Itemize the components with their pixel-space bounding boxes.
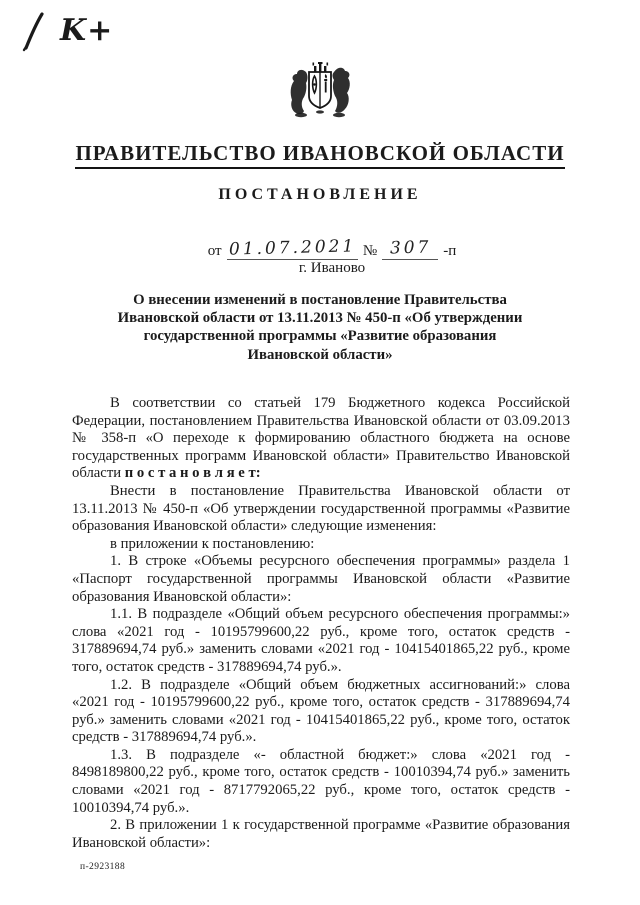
body-paragraph: 1.1. В подразделе «Общий объем ресурсного обеспечения программы:» слова «2021 год - 10195799600,22 руб., кроме того, остаток средств - 317889694,74 руб.» заменить словами «2021 год - 10415401865,22 руб., кроме того, остаток средств - 317889694,74 руб.». <box>72 606 570 675</box>
handwritten-number: 307 <box>389 237 432 259</box>
title-line: О внесении изменений в постановление Правительства <box>133 292 507 308</box>
org-name-text: ПРАВИТЕЛЬСТВО ИВАНОВСКОЙ ОБЛАСТИ <box>75 141 564 169</box>
intro-paragraph <box>72 395 570 483</box>
title-line: Ивановской области от 13.11.2013 № 450-п «Об утверждении <box>117 310 523 327</box>
coat-of-arms-icon <box>288 62 352 122</box>
number-blank-underline <box>382 238 438 260</box>
handwritten-date: 01.07.2021 <box>228 236 357 260</box>
org-name-heading <box>0 141 640 166</box>
date-number-line <box>12 238 640 260</box>
resolves-keyword: п о с т а н о в л я е т: <box>124 465 261 482</box>
document-body <box>72 395 570 852</box>
handwritten-slash-tail <box>24 44 28 50</box>
body-paragraph: 1.2. В подразделе «Общий объем бюджетных ассигнований:» слова «2021 год - 10195799600,22 руб., кроме того, остаток средств - 317889694,74 руб.» заменить словами «2021 год - 10415401865,22 руб., кроме того, остаток средств - 317889694,74 руб.». <box>72 676 570 746</box>
date-prefix-label: от <box>207 243 222 259</box>
emblem-eagle-supporter <box>333 68 350 113</box>
date-blank-underline <box>227 238 358 260</box>
body-paragraph: 2. В приложении 1 к государственной программе «Развитие образования Ивановской области»: <box>72 817 570 851</box>
footer-code: п-2923188 <box>80 862 126 872</box>
doc-type-heading: ПОСТАНОВЛЕНИЕ <box>218 186 422 203</box>
title-line: Ивановской области» <box>247 346 393 363</box>
body-paragraph: 1. В строке «Объемы ресурсного обеспечения программы» раздела 1 «Паспорт государственной программы Ивановской области «Развитие образования Ивановской области»: <box>72 553 570 605</box>
title-line: государственной программы «Развитие образования <box>143 328 497 345</box>
emblem-shield <box>309 72 331 108</box>
intro-lead-text: В соответствии со статьей 179 Бюджетного кодекса Российской Федерации, постановлением Правительства Ивановской области от 03.09.2013 № 358-п «О переходе к формированию областного бюджета на основе государственных программ Ивановской области» Правительство Ивановской области <box>72 395 570 482</box>
number-sign-label: № <box>362 243 378 259</box>
handwritten-marks <box>12 4 132 56</box>
city-line: г. Иваново <box>298 260 366 276</box>
body-paragraph: Внести в постановление Правительства Ивановской области от 13.11.2013 № 450-п «Об утверждении государственной программы «Развитие образования Ивановской области» следующие изменения: <box>72 482 570 535</box>
emblem-crown <box>313 62 329 72</box>
body-paragraph: в приложении к постановлению: <box>110 535 315 552</box>
number-suffix-label: -п <box>443 243 457 259</box>
document-title <box>70 291 570 364</box>
body-paragraph: 1.3. В подразделе «- областной бюджет:» слова «2021 год - 8498189800,22 руб., кроме того, остаток средств - 10010394,74 руб.» заменить словами «2021 год - 8717792065,22 руб., кроме того, остаток средств - 10010394,74 руб.». <box>72 746 570 816</box>
emblem-lion-supporter <box>291 70 308 114</box>
handwritten-kplus-mark: K+ <box>60 13 114 48</box>
